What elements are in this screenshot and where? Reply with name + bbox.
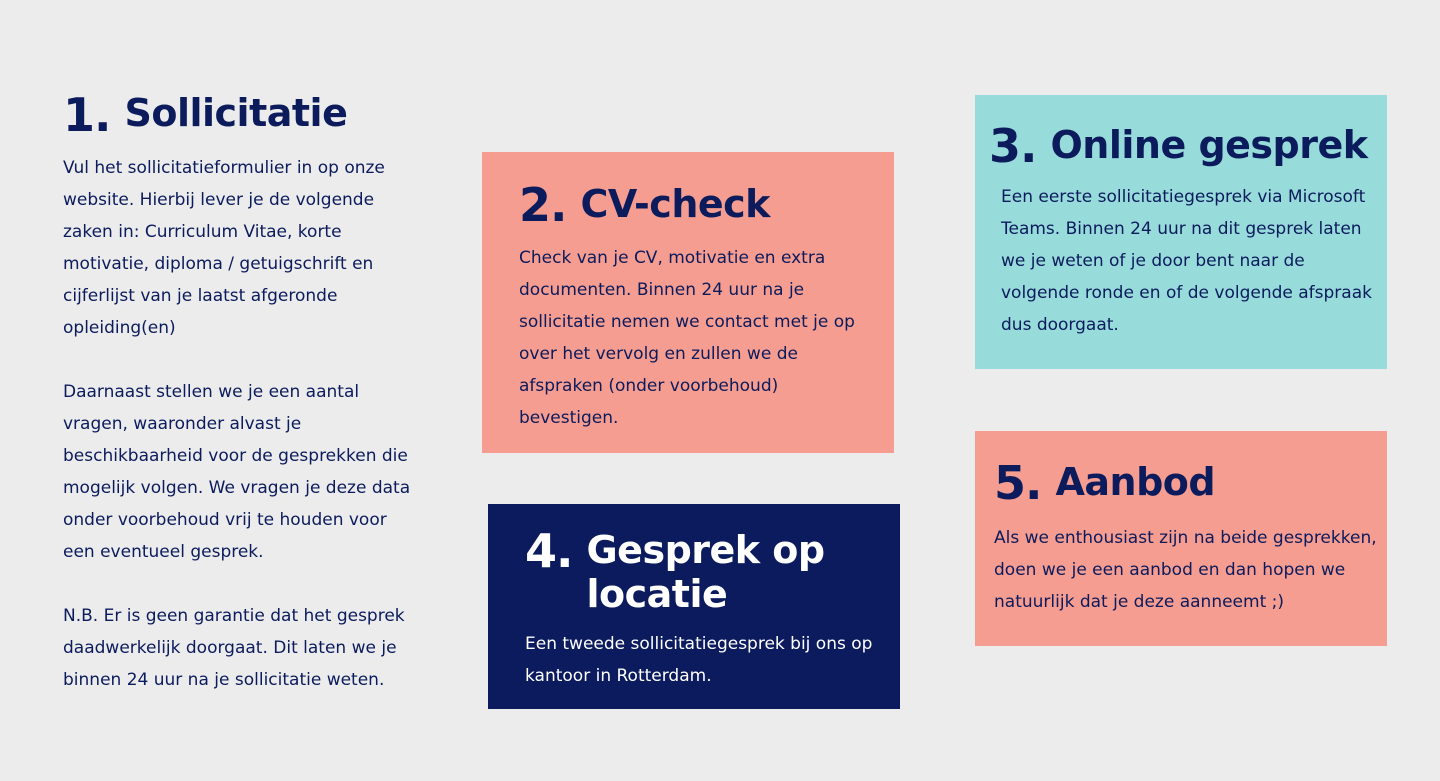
step-1-title: Sollicitatie bbox=[124, 91, 348, 135]
step-1-sollicitatie bbox=[63, 88, 423, 728]
step-3-heading bbox=[989, 119, 1377, 173]
step-5-aanbod-card bbox=[975, 431, 1387, 646]
step-4-heading bbox=[525, 524, 880, 616]
step-5-text: Als we enthousiast zijn na beide gesprekken, doen we je een aanbod en dan hopen we natuurlijk dat je deze aanneemt ;) bbox=[994, 528, 1377, 612]
step-2-title: CV-check bbox=[580, 182, 770, 226]
step-1-paragraph-2: Daarnaast stellen we je een aantal vragen, waaronder alvast je beschikbaarheid voor de gesprekken die mogelijk volgen. We vragen je deze data onder voorbehoud vrij te houden voor een eventueel gesprek. bbox=[63, 382, 411, 562]
step-3-title: Online gesprek bbox=[1050, 123, 1368, 167]
step-2-text: Check van je CV, motivatie en extra documenten. Binnen 24 uur na je sollicitatie nemen we contact met je op over het vervolg en zullen we de afspraken (onder voorbehoud) bevestigen. bbox=[519, 248, 855, 428]
step-3-number: 3. bbox=[989, 119, 1037, 173]
step-3-text: Een eerste sollicitatiegesprek via Microsoft Teams. Binnen 24 uur na dit gesprek laten we je weten of je door bent naar de volgende ronde en of de volgende afspraak dus doorgaat. bbox=[1001, 187, 1372, 335]
step-2-cv-check-card bbox=[482, 152, 894, 453]
step-2-heading bbox=[519, 178, 874, 232]
step-1-paragraph-3: N.B. Er is geen garantie dat het gesprek daadwerkelijk doorgaat. Dit laten we je binnen 24 uur na je sollicitatie weten. bbox=[63, 606, 405, 690]
step-3-online-gesprek-card bbox=[975, 95, 1387, 369]
step-4-number: 4. bbox=[525, 524, 573, 578]
step-4-text: Een tweede sollicitatiegesprek bij ons op kantoor in Rotterdam. bbox=[525, 634, 873, 686]
step-5-number: 5. bbox=[994, 456, 1042, 510]
step-1-paragraph-1: Vul het sollicitatieformulier in op onze website. Hierbij lever je de volgende zaken in: Curriculum Vitae, korte motivatie, diploma / getuigschrift en cijferlijst van je laatst afgeronde opleiding(en) bbox=[63, 158, 385, 338]
step-2-number: 2. bbox=[519, 178, 567, 232]
step-5-heading bbox=[994, 456, 1381, 510]
step-4-gesprek-op-locatie-card bbox=[488, 504, 900, 709]
step-4-title: Gesprek op locatie bbox=[586, 528, 825, 616]
step-1-heading bbox=[63, 88, 423, 142]
step-1-number: 1. bbox=[63, 88, 111, 142]
step-5-title: Aanbod bbox=[1055, 460, 1216, 504]
